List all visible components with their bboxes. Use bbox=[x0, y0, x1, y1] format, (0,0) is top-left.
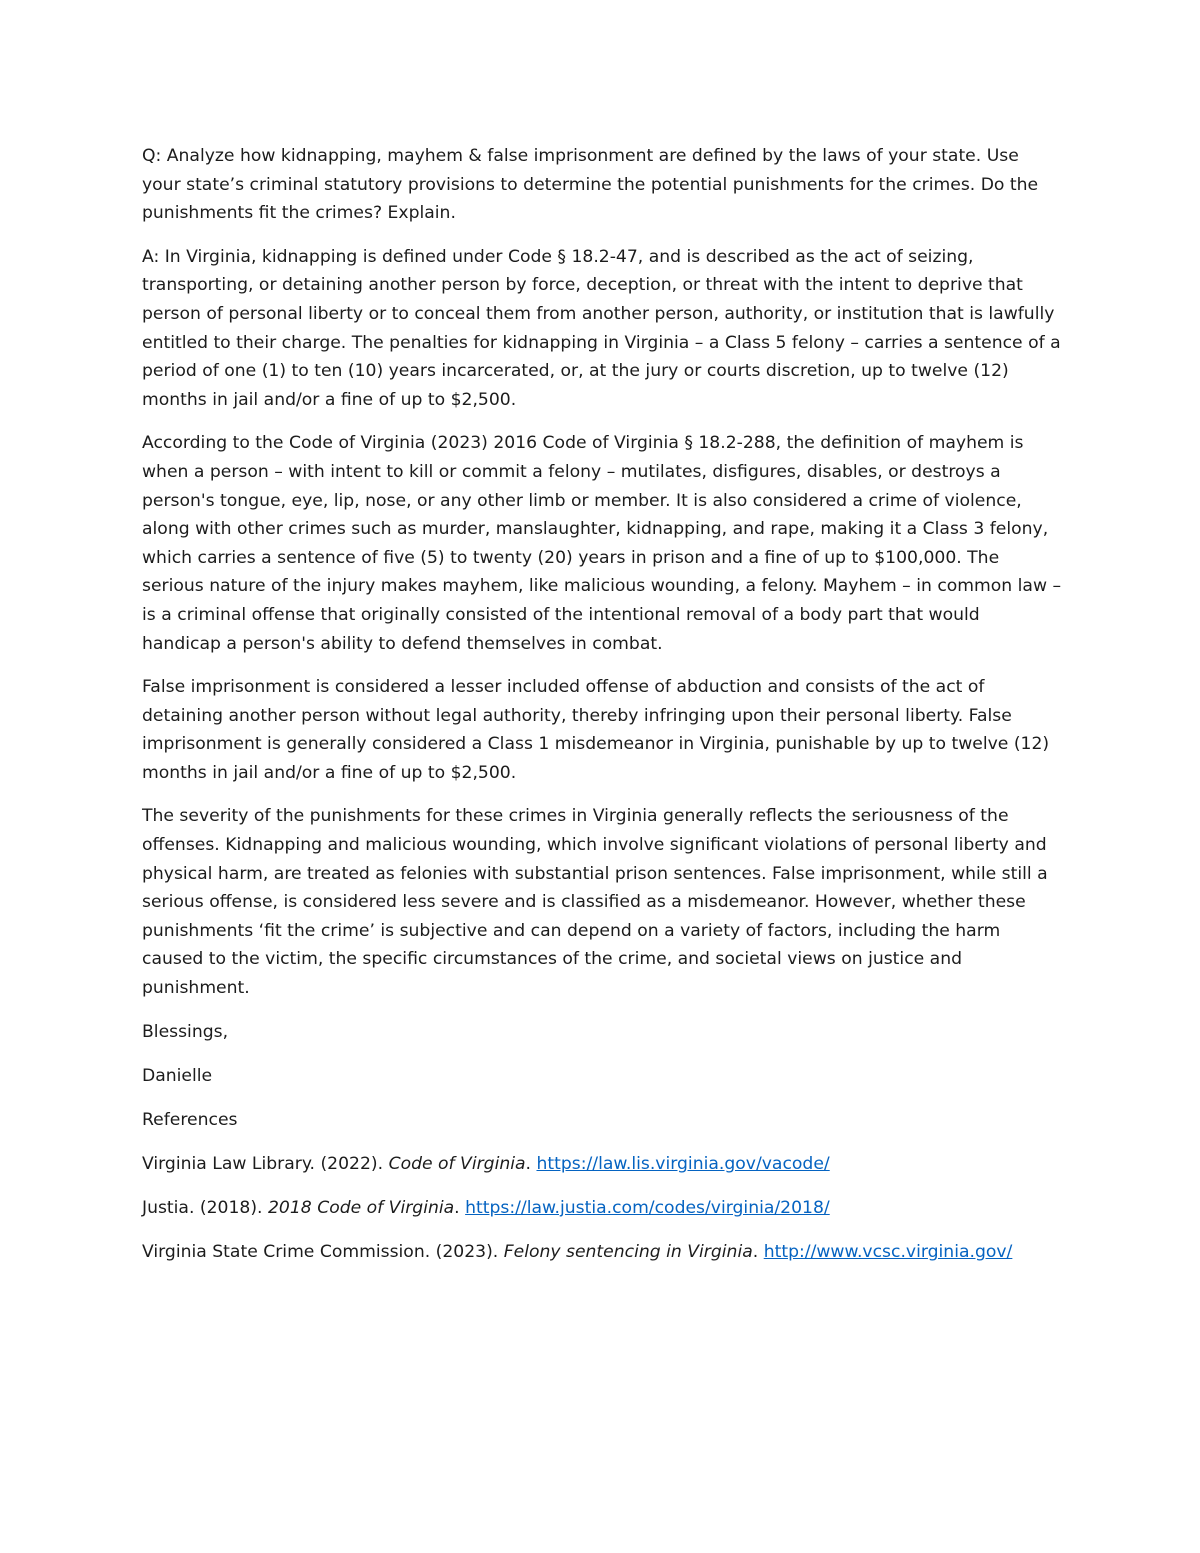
answer-paragraph-false-imprisonment: False imprisonment is considered a lesser included offense of abduction and consists of the act of detaining another person without legal authority, thereby infringing upon their personal liberty. False imprisonment is generally considered a Class 1 misdemeanor in Virginia, punishable by up to twelve (12) months in jail and/or a fine of up to $2,500. bbox=[142, 677, 1050, 783]
signature-name: Danielle bbox=[142, 1065, 213, 1086]
reference-link[interactable]: https://law.justia.com/codes/virginia/2018/ bbox=[465, 1198, 830, 1218]
references-heading: References bbox=[142, 1109, 238, 1130]
reference-source: Justia. (2018). bbox=[142, 1198, 268, 1218]
reference-source: Virginia Law Library. (2022). bbox=[142, 1153, 389, 1174]
answer-paragraph-conclusion: The severity of the punishments for these crimes in Virginia generally reflects the seriousness of the offenses. Kidnapping and malicious wounding, which involve significant violations of personal liberty and physical harm, are treated as felonies with substantial prison sentences. False imprisonment, while still a serious offense, is considered less severe and is classified as a misdemeanor. However, whether these punishments ‘fit the crime’ is subjective and can depend on a variety of factors, including the harm caused to the victim, the specific circumstances of the crime, and societal views on justice and punishment. bbox=[142, 806, 1048, 999]
reference-title: Code of Virginia bbox=[388, 1153, 526, 1174]
reference-entry bbox=[142, 1194, 1062, 1223]
reference-title: Felony sentencing in Virginia bbox=[503, 1242, 753, 1263]
reference-separator: . bbox=[752, 1242, 764, 1263]
reference-link[interactable]: https://law.lis.virginia.gov/vacode/ bbox=[536, 1153, 830, 1174]
reference-separator: . bbox=[454, 1198, 466, 1218]
reference-link[interactable]: http://www.vcsc.virginia.gov/ bbox=[763, 1242, 1013, 1263]
document-page bbox=[142, 142, 1062, 1282]
reference-title: 2018 Code of Virginia bbox=[267, 1198, 455, 1218]
reference-separator: . bbox=[525, 1153, 537, 1174]
closing-line: Blessings, bbox=[142, 1021, 229, 1042]
reference-source: Virginia State Crime Commission. (2023). bbox=[142, 1242, 504, 1263]
answer-paragraph-kidnapping: A: In Virginia, kidnapping is defined under Code § 18.2-47, and is described as the act of seizing, transporting, or detaining another person by force, deception, or threat with the intent to deprive that person of personal liberty or to conceal them from another person, authority, or institution that is lawfully entitled to their charge. The penalties for kidnapping in Virginia – a Class 5 felony – carries a sentence of a period of one (1) to ten (10) years incarcerated, or, at the jury or courts discretion, up to twelve (12) months in jail and/or a fine of up to $2,500. bbox=[142, 246, 1061, 410]
reference-entry bbox=[142, 1150, 1062, 1179]
reference-entry bbox=[142, 1238, 1062, 1267]
question-paragraph: Q: Analyze how kidnapping, mayhem & false imprisonment are defined by the laws of your state. Use your state’s criminal statutory provisions to determine the potential punishments for the crimes. Do the punishments fit the crimes? Explain. bbox=[142, 146, 1039, 224]
answer-paragraph-mayhem: According to the Code of Virginia (2023) 2016 Code of Virginia § 18.2-288, the definition of mayhem is when a person – with intent to kill or commit a felony – mutilates, disfigures, disables, or destroys a person's tongue, eye, lip, nose, or any other limb or member. It is also considered a crime of violence, along with other crimes such as murder, manslaughter, kidnapping, and rape, making it a Class 3 felony, which carries a sentence of five (5) to twenty (20) years in prison and a fine of up to $100,000. The serious nature of the injury makes mayhem, like malicious wounding, a felony. Mayhem – in common law – is a criminal offense that originally consisted of the intentional removal of a body part that would handicap a person's ability to defend themselves in combat. bbox=[142, 433, 1062, 654]
